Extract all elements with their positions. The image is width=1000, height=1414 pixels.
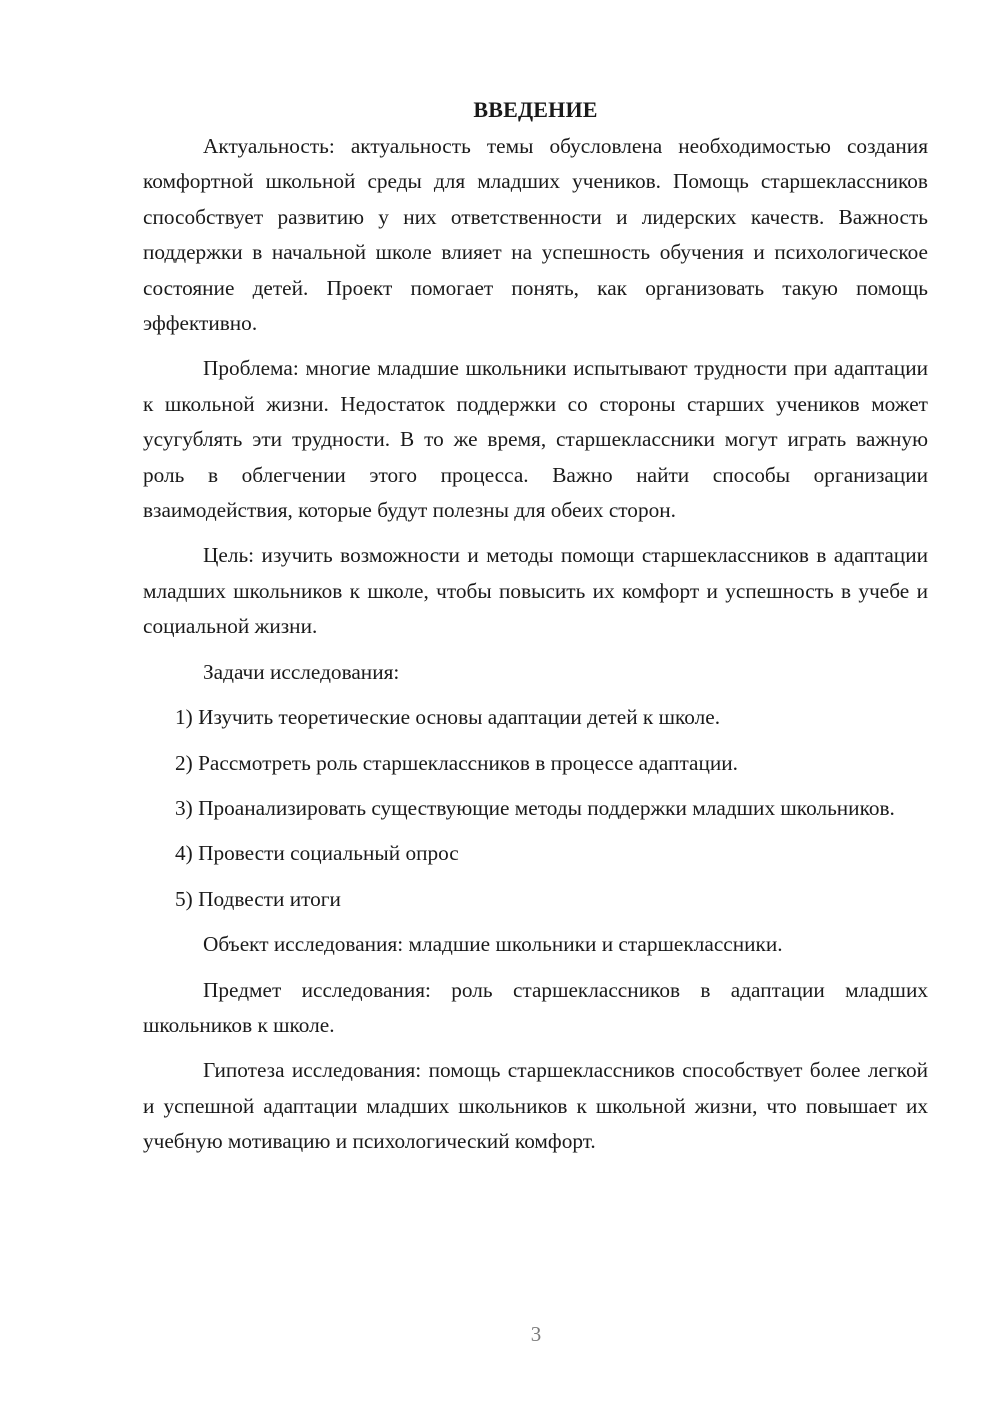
page-title: ВВЕДЕНИЕ — [473, 97, 598, 122]
problem-paragraph: Проблема: многие младшие школьники испытывают трудности при адаптации к школьной жизни. Недостаток поддержки со стороны старших учеников может усугублять эти трудности. В то же время, старшеклассники могут играть важную роль в облегчении этого процесса. Важно найти способы организации взаимодействия, которые будут полезны для обеих сторон. — [143, 356, 928, 523]
task-item-5: 5) Подвести итоги — [175, 886, 341, 911]
goal-paragraph: Цель: изучить возможности и методы помощи старшеклассников в адаптации младших школьников к школе, чтобы повысить их комфорт и успешность в учебе и социальной жизни. — [143, 543, 928, 639]
page-number: 3 — [530, 1322, 542, 1346]
subject-paragraph: Предмет исследования: роль старшеклассников в адаптации младших школьников к школе. — [143, 977, 928, 1037]
document-page — [143, 92, 928, 1170]
task-item-3: 3) Проанализировать существующие методы поддержки младших школьников. — [175, 795, 895, 820]
object-paragraph: Объект исследования: младшие школьники и старшеклассники. — [203, 932, 783, 957]
relevance-paragraph: Актуальность: актуальность темы обусловлена необходимостью создания комфортной школьной среды для младших учеников. Помощь старшеклассников способствует развитию у них ответственности и лидерских качеств. Важность поддержки в начальной школе влияет на успешность обучения и психологическое состояние детей. Проект помогает понять, как организовать такую помощь эффективно. — [143, 134, 928, 336]
task-item-1: 1) Изучить теоретические основы адаптации детей к школе. — [175, 705, 721, 730]
task-item-2: 2) Рассмотреть роль старшеклассников в процессе адаптации. — [175, 750, 738, 775]
tasks-heading: Задачи исследования: — [203, 659, 400, 684]
task-item-4: 4) Провести социальный опрос — [175, 841, 459, 866]
hypothesis-paragraph: Гипотеза исследования: помощь старшеклассников способствует более легкой и успешной адаптации младших школьников к школьной жизни, что повышает их учебную мотивацию и психологический комфорт. — [143, 1058, 928, 1154]
